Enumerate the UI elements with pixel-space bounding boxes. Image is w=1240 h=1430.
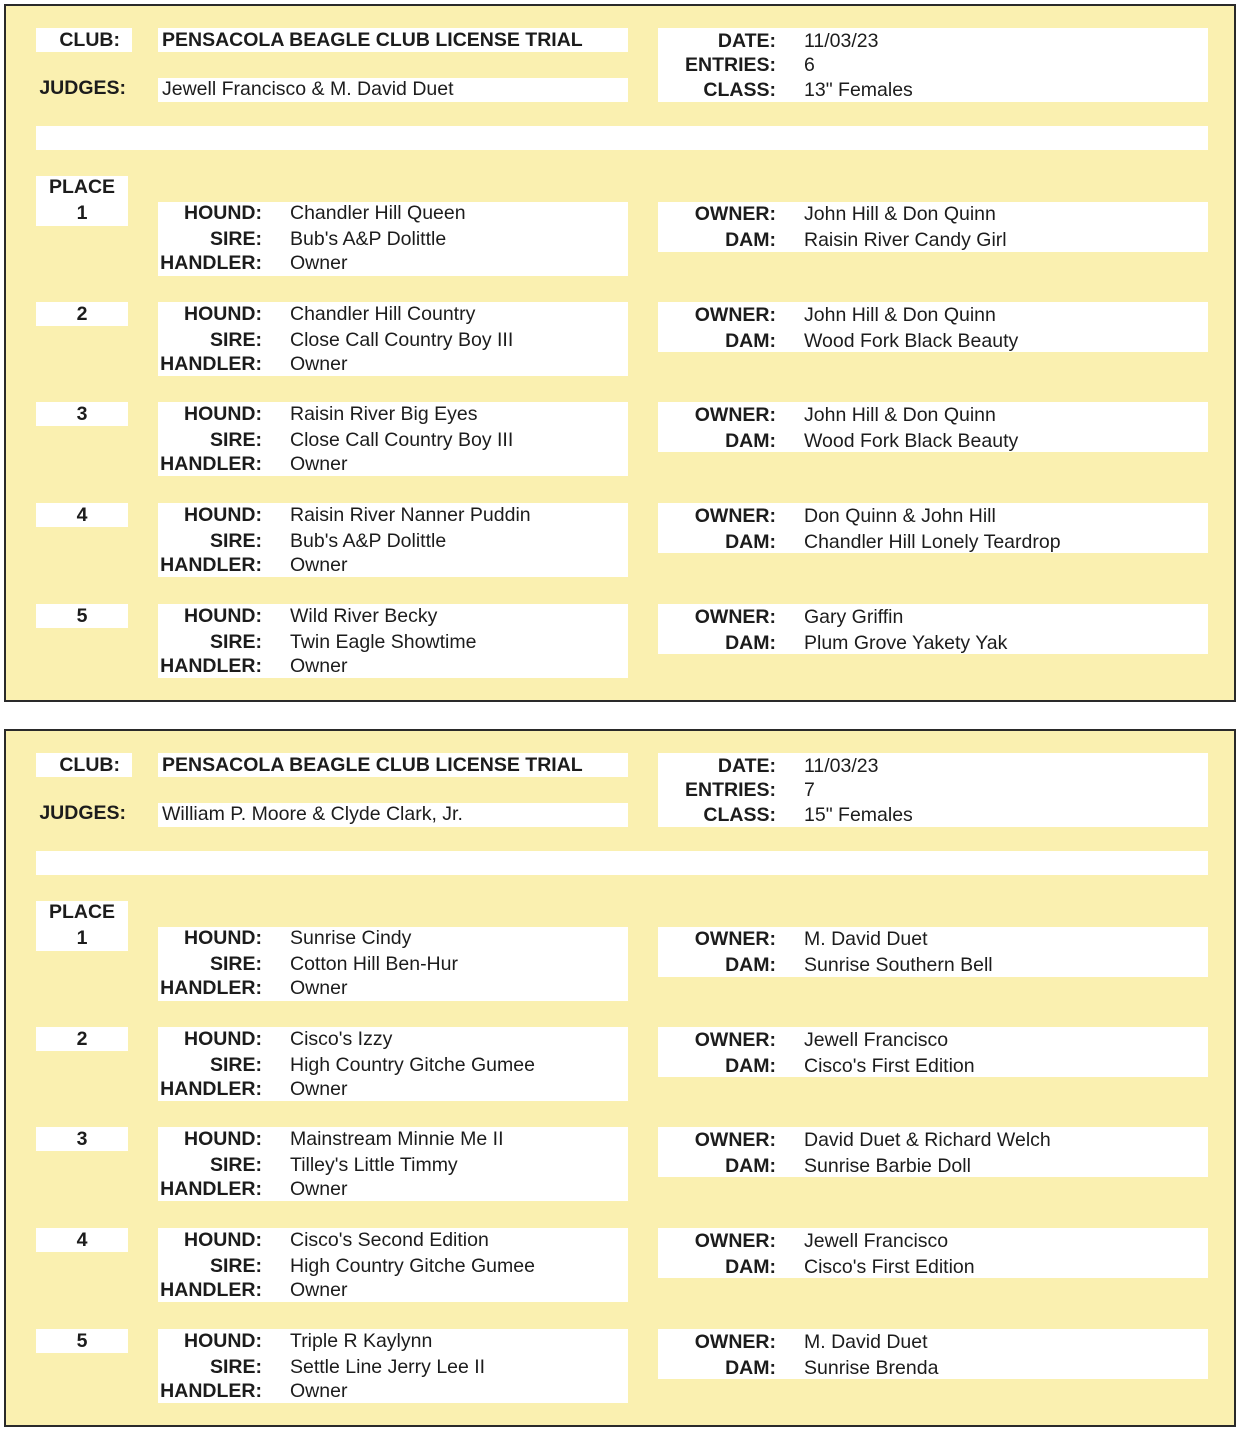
owner-label: OWNER: (694, 505, 776, 527)
handler-name: Owner (290, 1279, 348, 1301)
hound-name: Mainstream Minnie Me II (290, 1128, 504, 1150)
sire-name: Settle Line Jerry Lee II (290, 1356, 486, 1378)
handler-name: Owner (290, 252, 348, 274)
handler-name: Owner (290, 353, 348, 375)
handler-name: Owner (290, 1178, 348, 1200)
place-number-5: 5 (76, 605, 88, 627)
club-name: PENSACOLA BEAGLE CLUB LICENSE TRIAL (162, 29, 583, 51)
owner-name: John Hill & Don Quinn (804, 304, 996, 326)
owner-label: OWNER: (694, 1129, 776, 1151)
dam-name: Wood Fork Black Beauty (804, 430, 1019, 452)
hound-name: Triple R Kaylynn (290, 1330, 433, 1352)
handler-name: Owner (290, 977, 348, 999)
owner-name: M. David Duet (804, 928, 928, 950)
judges-names: William P. Moore & Clyde Clark, Jr. (162, 803, 463, 825)
dam-name: Plum Grove Yakety Yak (804, 632, 1008, 654)
hound-name: Chandler Hill Queen (290, 202, 466, 224)
owner-name: David Duet & Richard Welch (804, 1129, 1051, 1151)
owner-label: OWNER: (694, 404, 776, 426)
spacer-bar (36, 126, 1208, 150)
owner-label: OWNER: (694, 203, 776, 225)
owner-name: M. David Duet (804, 1331, 928, 1353)
trial-card-15-females (4, 729, 1236, 1427)
sire-label: SIRE: (209, 953, 262, 975)
club-label: CLUB: (59, 754, 120, 776)
sire-name: Tilley's Little Timmy (290, 1154, 458, 1176)
spacer-bar (36, 851, 1208, 875)
place-label: PLACE (48, 176, 116, 198)
handler-label: HANDLER: (160, 1279, 262, 1301)
sire-label: SIRE: (209, 631, 262, 653)
sire-label: SIRE: (209, 1356, 262, 1378)
sire-name: Bub's A&P Dolittle (290, 530, 447, 552)
handler-label: HANDLER: (160, 977, 262, 999)
date-label: DATE: (717, 755, 776, 777)
date-value: 11/03/23 (804, 30, 879, 52)
owner-label: OWNER: (694, 606, 776, 628)
dam-label: DAM: (725, 229, 776, 251)
class-label: CLASS: (703, 79, 776, 101)
hound-label: HOUND: (184, 202, 262, 224)
sire-label: SIRE: (209, 1255, 262, 1277)
entries-value: 6 (804, 54, 815, 76)
sire-name: Close Call Country Boy III (290, 329, 514, 351)
owner-label: OWNER: (694, 1331, 776, 1353)
handler-name: Owner (290, 655, 348, 677)
judges-label: JUDGES: (39, 77, 126, 99)
hound-name: Cisco's Izzy (290, 1028, 393, 1050)
entries-label: ENTRIES: (684, 54, 776, 76)
class-label: CLASS: (703, 804, 776, 826)
hound-label: HOUND: (184, 1229, 262, 1251)
hound-label: HOUND: (184, 1128, 262, 1150)
dam-name: Sunrise Brenda (804, 1357, 939, 1379)
dam-label: DAM: (725, 531, 776, 553)
handler-label: HANDLER: (160, 554, 262, 576)
sire-name: High Country Gitche Gumee (290, 1054, 535, 1076)
handler-label: HANDLER: (160, 1078, 262, 1100)
place-number-3: 3 (76, 403, 88, 425)
place-number-3: 3 (76, 1128, 88, 1150)
place-number-2: 2 (76, 1028, 88, 1050)
handler-label: HANDLER: (160, 453, 262, 475)
place-number-2: 2 (76, 303, 88, 325)
handler-label: HANDLER: (160, 353, 262, 375)
sire-name: Close Call Country Boy III (290, 429, 514, 451)
dam-name: Chandler Hill Lonely Teardrop (804, 531, 1061, 553)
owner-name: John Hill & Don Quinn (804, 203, 996, 225)
sire-label: SIRE: (209, 228, 262, 250)
dam-name: Sunrise Southern Bell (804, 954, 993, 976)
hound-label: HOUND: (184, 927, 262, 949)
hound-name: Wild River Becky (290, 605, 438, 627)
hound-label: HOUND: (184, 403, 262, 425)
owner-label: OWNER: (694, 1230, 776, 1252)
sire-label: SIRE: (209, 1054, 262, 1076)
hound-label: HOUND: (184, 303, 262, 325)
place-label: PLACE (48, 901, 116, 923)
entries-label: ENTRIES: (684, 779, 776, 801)
sire-label: SIRE: (209, 329, 262, 351)
handler-label: HANDLER: (160, 1178, 262, 1200)
handler-name: Owner (290, 453, 348, 475)
sire-label: SIRE: (209, 530, 262, 552)
handler-name: Owner (290, 554, 348, 576)
place-number-4: 4 (76, 504, 88, 526)
dam-label: DAM: (725, 1055, 776, 1077)
hound-label: HOUND: (184, 504, 262, 526)
dam-label: DAM: (725, 430, 776, 452)
dam-label: DAM: (725, 330, 776, 352)
hound-label: HOUND: (184, 605, 262, 627)
dam-label: DAM: (725, 1256, 776, 1278)
owner-name: Jewell Francisco (804, 1029, 949, 1051)
date-value: 11/03/23 (804, 755, 879, 777)
hound-label: HOUND: (184, 1028, 262, 1050)
owner-name: Gary Griffin (804, 606, 904, 628)
dam-label: DAM: (725, 954, 776, 976)
trial-card-13-females (4, 4, 1236, 702)
owner-label: OWNER: (694, 928, 776, 950)
handler-name: Owner (290, 1380, 348, 1402)
sire-name: Bub's A&P Dolittle (290, 228, 447, 250)
handler-name: Owner (290, 1078, 348, 1100)
entries-value: 7 (804, 779, 815, 801)
sire-label: SIRE: (209, 1154, 262, 1176)
hound-name: Chandler Hill Country (290, 303, 476, 325)
hound-label: HOUND: (184, 1330, 262, 1352)
owner-name: John Hill & Don Quinn (804, 404, 996, 426)
handler-label: HANDLER: (160, 655, 262, 677)
hound-name: Cisco's Second Edition (290, 1229, 489, 1251)
hound-name: Sunrise Cindy (290, 927, 412, 949)
owner-name: Don Quinn & John Hill (804, 505, 996, 527)
dam-label: DAM: (725, 1357, 776, 1379)
place-number-1: 1 (76, 927, 88, 949)
dam-label: DAM: (725, 1155, 776, 1177)
dam-name: Wood Fork Black Beauty (804, 330, 1019, 352)
club-name: PENSACOLA BEAGLE CLUB LICENSE TRIAL (162, 754, 583, 776)
handler-label: HANDLER: (160, 1380, 262, 1402)
dam-name: Cisco's First Edition (804, 1055, 975, 1077)
class-value: 15" Females (804, 804, 913, 826)
sire-name: Cotton Hill Ben-Hur (290, 953, 458, 975)
owner-name: Jewell Francisco (804, 1230, 949, 1252)
place-number-5: 5 (76, 1330, 88, 1352)
judges-names: Jewell Francisco & M. David Duet (162, 78, 454, 100)
judges-label: JUDGES: (39, 802, 126, 824)
hound-name: Raisin River Big Eyes (290, 403, 478, 425)
handler-label: HANDLER: (160, 252, 262, 274)
dam-label: DAM: (725, 632, 776, 654)
owner-label: OWNER: (694, 1029, 776, 1051)
hound-name: Raisin River Nanner Puddin (290, 504, 531, 526)
club-label: CLUB: (59, 29, 120, 51)
sire-name: High Country Gitche Gumee (290, 1255, 535, 1277)
sire-label: SIRE: (209, 429, 262, 451)
place-number-4: 4 (76, 1229, 88, 1251)
dam-name: Raisin River Candy Girl (804, 229, 1007, 251)
owner-label: OWNER: (694, 304, 776, 326)
sire-name: Twin Eagle Showtime (290, 631, 477, 653)
class-value: 13" Females (804, 79, 913, 101)
place-number-1: 1 (76, 202, 88, 224)
dam-name: Cisco's First Edition (804, 1256, 975, 1278)
date-label: DATE: (717, 30, 776, 52)
dam-name: Sunrise Barbie Doll (804, 1155, 971, 1177)
